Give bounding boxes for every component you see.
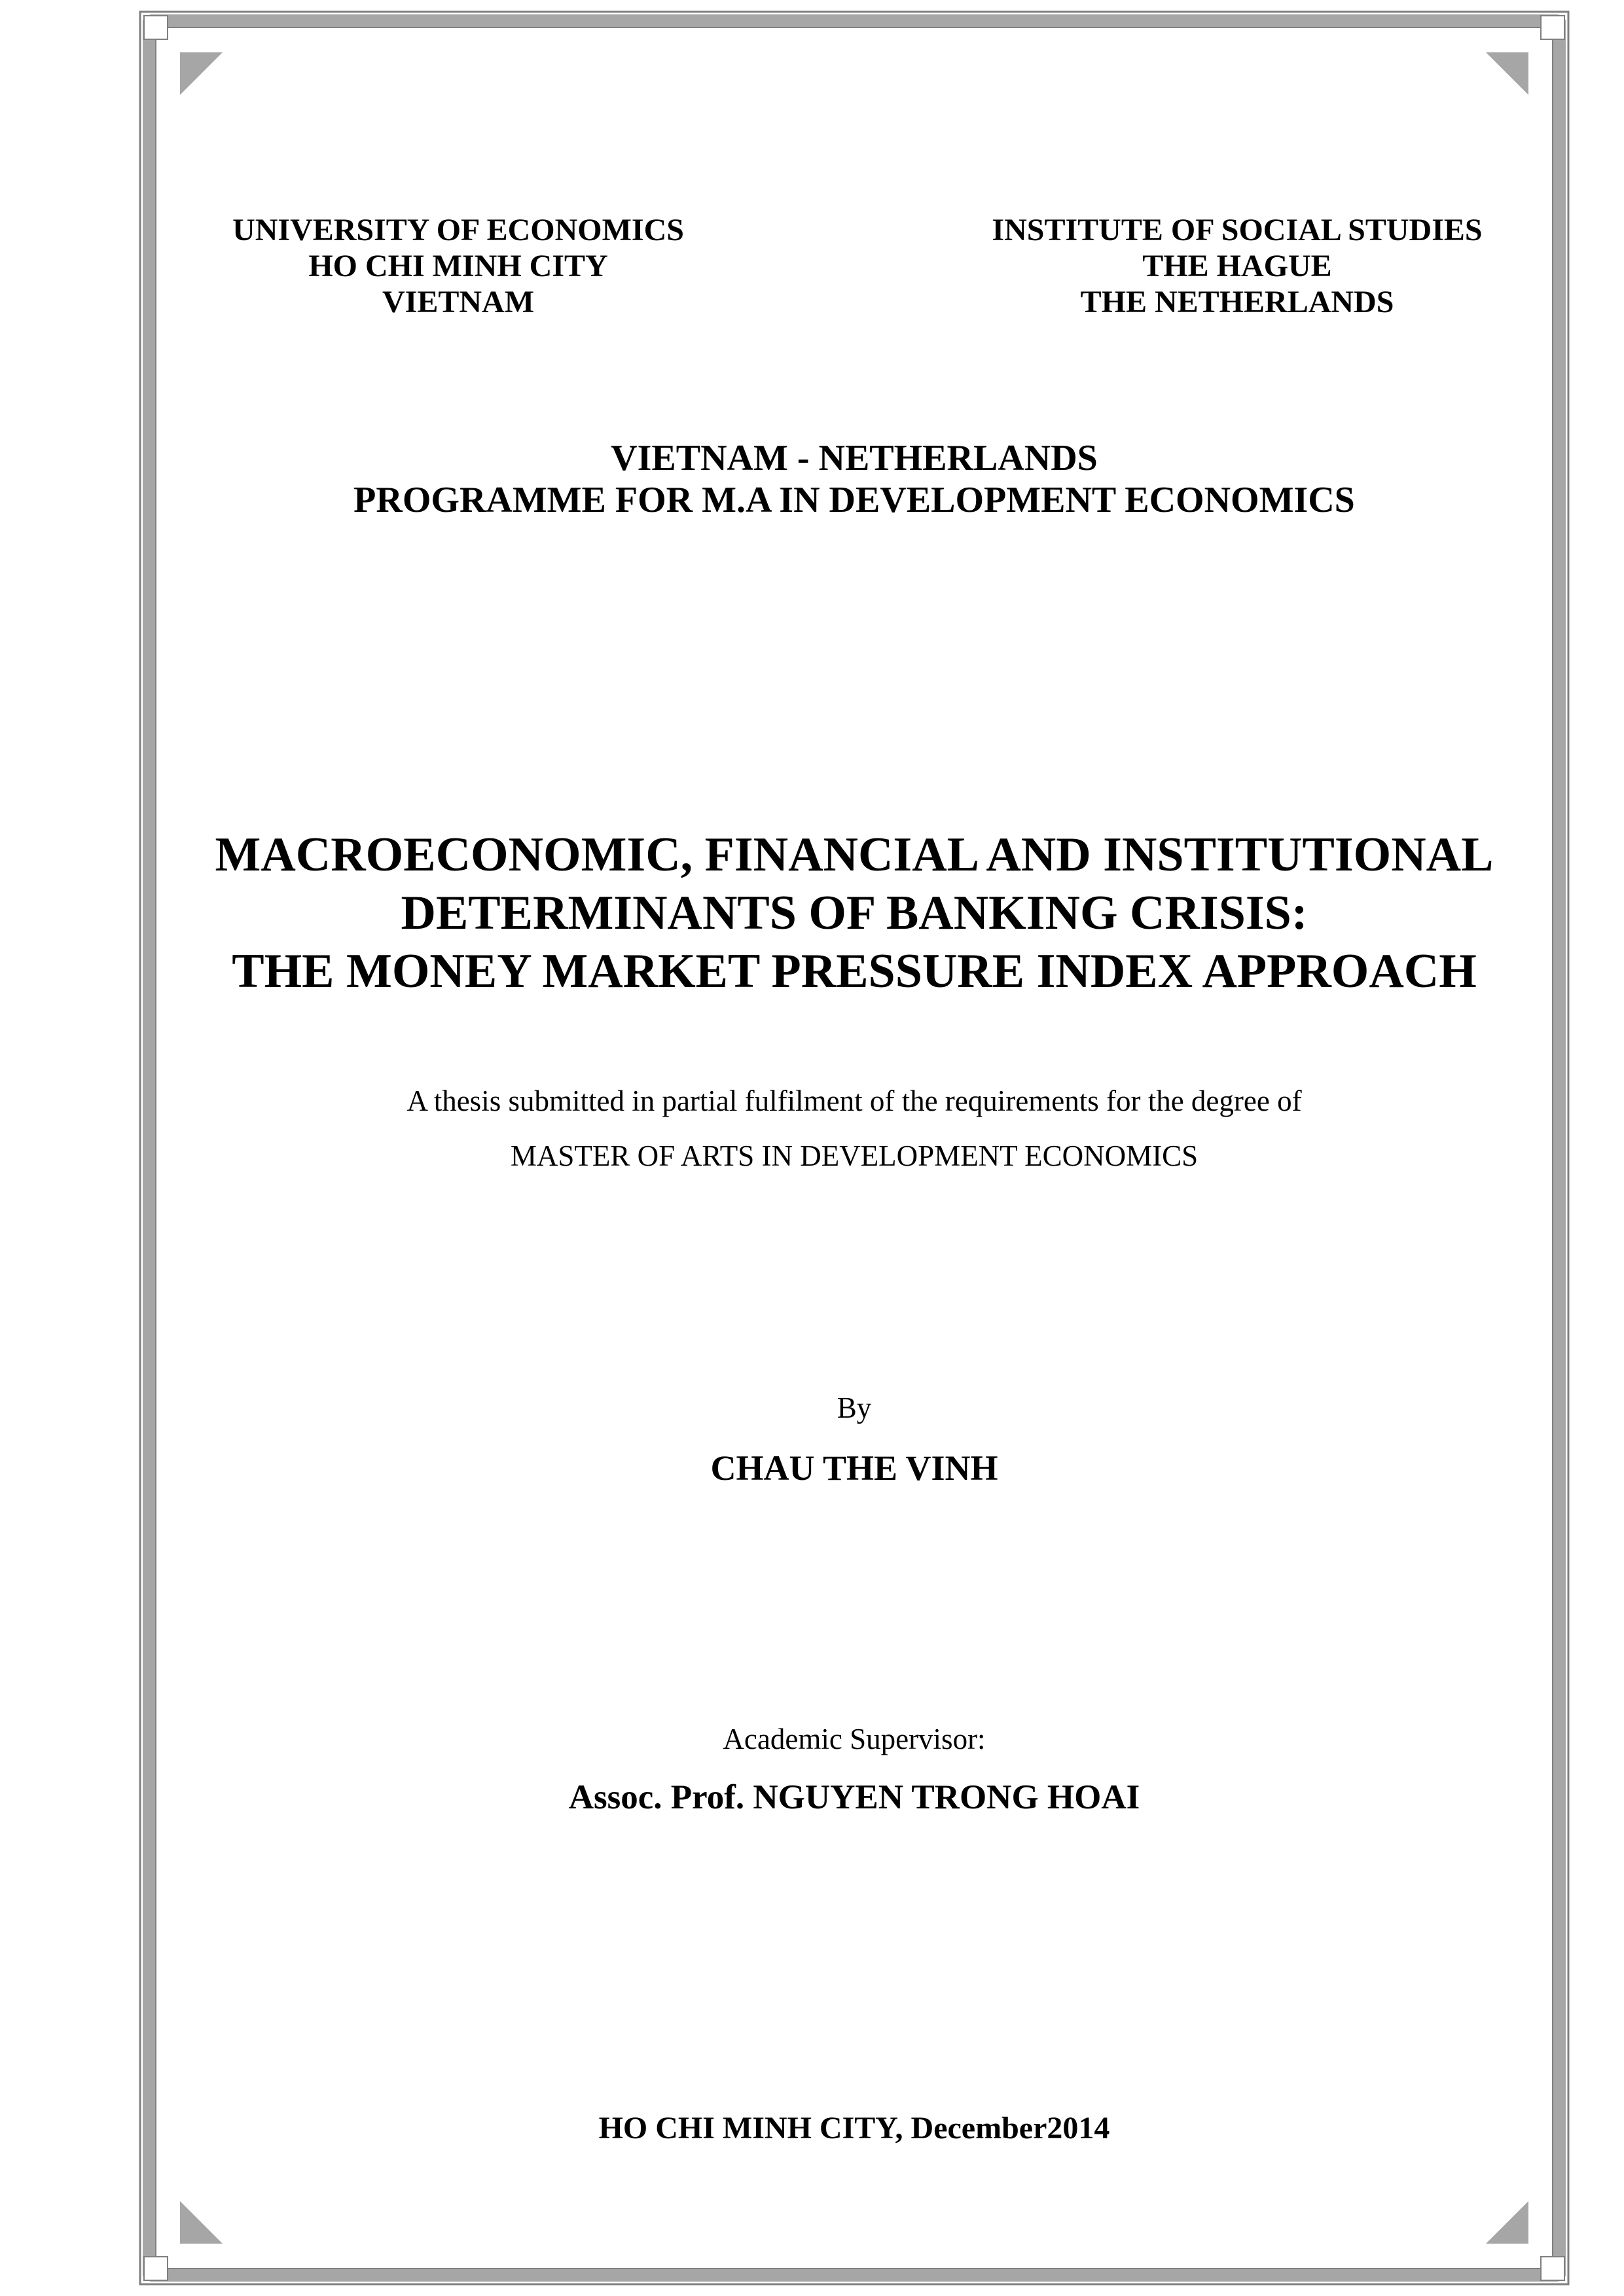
border-right-band bbox=[1553, 20, 1566, 2276]
institute-country: THE NETHERLANDS bbox=[1080, 285, 1394, 320]
programme-line-1: VIETNAM - NETHERLANDS bbox=[611, 438, 1098, 478]
thesis-title bbox=[157, 826, 1551, 1000]
place-and-date: HO CHI MINH CITY, December2014 bbox=[598, 2111, 1110, 2145]
border-bottom-band bbox=[150, 2269, 1559, 2282]
border-top-band bbox=[150, 14, 1559, 27]
corner-square-tl bbox=[144, 16, 168, 39]
institute-city: THE HAGUE bbox=[1142, 249, 1332, 284]
corner-triangle-tl bbox=[180, 52, 223, 95]
header-right-block bbox=[956, 212, 1519, 321]
supervisor-label: Academic Supervisor: bbox=[723, 1723, 986, 1755]
corner-triangle-bl bbox=[180, 2201, 223, 2244]
corner-triangle-tr bbox=[1486, 52, 1528, 95]
corner-square-bl bbox=[144, 2257, 168, 2280]
header-left-block bbox=[196, 212, 720, 321]
corner-square-br bbox=[1541, 2257, 1564, 2280]
degree-line-1: A thesis submitted in partial fulfilment of the requirements for the degree of bbox=[406, 1085, 1302, 1117]
university-name: UNIVERSITY OF ECONOMICS bbox=[232, 213, 684, 247]
university-city: HO CHI MINH CITY bbox=[308, 249, 608, 284]
institute-name: INSTITUTE OF SOCIAL STUDIES bbox=[992, 213, 1483, 247]
corner-triangle-br bbox=[1486, 2201, 1528, 2244]
programme-line-2: PROGRAMME FOR M.A IN DEVELOPMENT ECONOMICS bbox=[353, 480, 1355, 521]
title-line-2: DETERMINANTS OF BANKING CRISIS: bbox=[401, 886, 1308, 940]
by-label: By bbox=[837, 1391, 872, 1424]
programme-block bbox=[157, 437, 1551, 522]
corner-square-tr bbox=[1541, 16, 1564, 39]
degree-statement bbox=[157, 1073, 1551, 1183]
border-left-band bbox=[143, 20, 156, 2276]
title-line-1: MACROECONOMIC, FINANCIAL AND INSTITUTIONAL bbox=[215, 828, 1494, 882]
author-name: CHAU THE VINH bbox=[710, 1448, 998, 1488]
supervisor-name: Assoc. Prof. NGUYEN TRONG HOAI bbox=[568, 1778, 1140, 1816]
degree-line-2: MASTER OF ARTS IN DEVELOPMENT ECONOMICS bbox=[510, 1139, 1199, 1172]
university-country: VIETNAM bbox=[382, 285, 534, 320]
title-line-3: THE MONEY MARKET PRESSURE INDEX APPROACH bbox=[232, 944, 1477, 998]
